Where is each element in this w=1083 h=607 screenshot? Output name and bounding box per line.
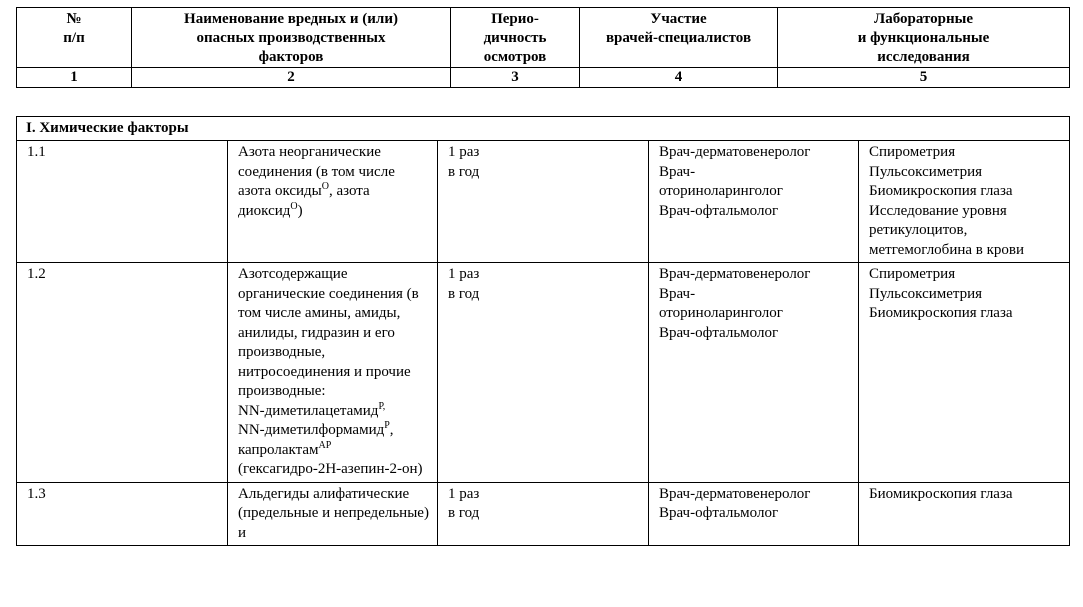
doctor-item: Врач-офтальмолог: [659, 505, 779, 521]
row-number: 1.2: [17, 263, 228, 483]
test-item: Спирометрия: [869, 144, 956, 160]
header-number: 1: [17, 68, 132, 88]
factor-text: NN-диметилформамид: [238, 422, 385, 438]
factor-sup: О: [321, 181, 329, 192]
header-number: 3: [451, 68, 580, 88]
factor-text: , азота диоксид: [238, 183, 370, 219]
factor-sup: Р,: [378, 400, 386, 412]
row-number: 1.1: [17, 141, 228, 263]
test-item: Спирометрия: [869, 266, 956, 282]
header-number: 5: [778, 68, 1070, 88]
header-col-factor: Наименование вредных и (или) опасных производственных факторов: [132, 8, 451, 68]
doctors-cell: [649, 482, 859, 546]
table-row: [17, 263, 1070, 483]
section-title: I. Химические факторы: [17, 117, 1070, 141]
table-row: [17, 482, 1070, 546]
factor-text: NN-диметилацетамид: [238, 402, 379, 419]
period-cell: 1 раз в год: [438, 482, 649, 546]
header-titles-row: [17, 8, 1070, 68]
factor-sup: Р: [384, 420, 390, 431]
factor-sup: АР: [318, 439, 332, 451]
doctors-cell: [649, 263, 859, 483]
header-numbers-row: [17, 68, 1070, 88]
factor-text: ): [297, 202, 303, 219]
header-col-period: Перио- дичность осмотров: [451, 8, 580, 68]
header-col-tests: Лабораторные и функциональные исследования: [778, 8, 1070, 68]
row-number: 1.3: [17, 482, 228, 546]
doctor-item: Врач-дерматовенеролог: [659, 144, 811, 160]
doctor-item: Врач-дерматовенеролог: [659, 266, 811, 282]
period-cell: 1 раз в год: [438, 141, 649, 263]
test-item: Исследование уровня ретикулоцитов, метгемоглобина в крови: [869, 202, 1025, 258]
factor-text: ,: [389, 422, 394, 438]
test-item: Пульсоксиметрия: [869, 163, 983, 180]
factors-table: [16, 116, 1070, 546]
doctor-item: Врач-офтальмолог: [659, 202, 779, 219]
factor-cell: [228, 263, 438, 483]
doctor-item: Врач-офтальмолог: [659, 324, 779, 341]
table-row: [17, 141, 1070, 263]
header-number: 4: [580, 68, 778, 88]
tests-cell: [859, 263, 1070, 483]
section-row: [17, 117, 1070, 141]
test-item: Пульсоксиметрия: [869, 285, 983, 302]
factor-cell: [228, 141, 438, 263]
factor-text: (гексагидро-2Н-азепин-2-он): [238, 461, 423, 477]
doctor-item: Врач- оториноларинголог: [659, 285, 783, 321]
period-cell: 1 раз в год: [438, 263, 649, 483]
test-item: Биомикроскопия глаза: [869, 183, 1013, 199]
doctor-item: Врач-дерматовенеролог: [659, 485, 811, 502]
header-col-doctors: Участие врачей-специалистов: [580, 8, 778, 68]
header-number: 2: [132, 68, 451, 88]
doctors-cell: [649, 141, 859, 263]
header-table: [16, 7, 1070, 88]
tests-cell: [859, 141, 1070, 263]
factor-text: Азотсодержащие органические соединения (в том числе амины, амиды, анилиды, гидразин и его производные, нитросоединения и прочие производные:: [238, 266, 419, 399]
tests-cell: [859, 482, 1070, 546]
test-item: Биомикроскопия глаза: [869, 485, 1013, 502]
factor-text: капролактам: [238, 441, 319, 458]
test-item: Биомикроскопия глаза: [869, 305, 1013, 321]
factor-text: Азота неорганические соединения (в том числе азота оксиды: [238, 144, 395, 199]
factor-sup: О: [290, 200, 298, 212]
factor-cell: Альдегиды алифатические (предельные и непредельные) и: [228, 482, 438, 546]
header-col-num: № п/п: [17, 8, 132, 68]
doctor-item: Врач- оториноларинголог: [659, 163, 783, 199]
